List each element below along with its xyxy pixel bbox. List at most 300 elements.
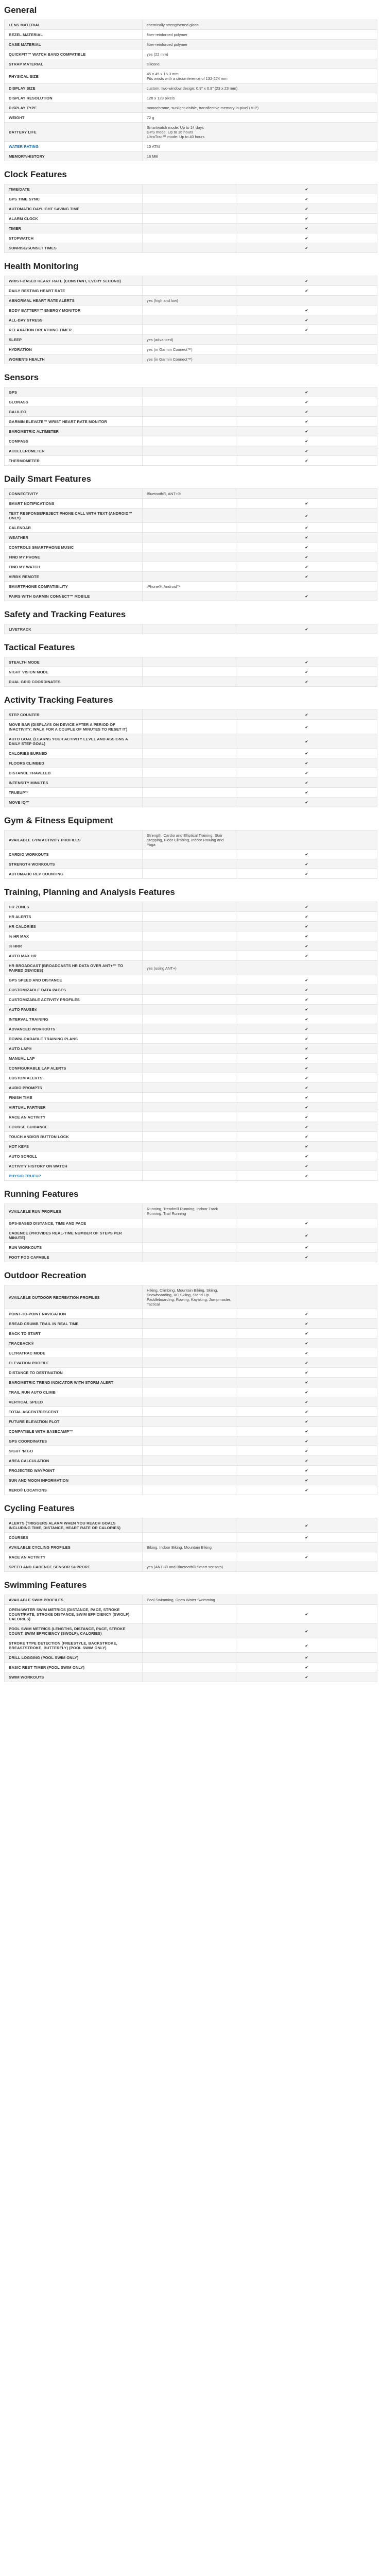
spec-value: yes (high and low) xyxy=(143,296,236,306)
spec-row xyxy=(5,40,377,49)
spec-label: HR CALORIES xyxy=(5,922,143,931)
spec-label: COURSES xyxy=(5,1533,143,1543)
checkmark-icon: ✔ xyxy=(236,407,377,417)
spec-row xyxy=(5,417,377,427)
checkmark-icon: ✔ xyxy=(236,788,377,798)
spec-label: SIGHT 'N GO xyxy=(5,1446,143,1456)
empty-cell xyxy=(143,1338,236,1348)
empty-cell xyxy=(143,446,236,456)
checkmark-icon: ✔ xyxy=(236,543,377,552)
spec-label: GLONASS xyxy=(5,397,143,407)
empty-cell xyxy=(143,184,236,194)
spec-label: AVAILABLE RUN PROFILES xyxy=(5,1204,143,1218)
checkmark-icon: ✔ xyxy=(236,677,377,687)
empty-cell xyxy=(143,1378,236,1387)
spec-row xyxy=(5,850,377,859)
checkmark-icon: ✔ xyxy=(236,985,377,995)
spec-value: Smartwatch mode: Up to 14 days GPS mode: Up to 16 hours UltraTrac™ mode: Up to 40 hours xyxy=(143,123,377,142)
spec-label: STROKE TYPE DETECTION (FREESTYLE, BACKSTROKE, BREASTSTROKE, BUTTERFLY) (POOL SWIM ONLY) xyxy=(5,1638,143,1653)
spec-label[interactable]: WATER RATING xyxy=(5,142,143,151)
spec-value: silicone xyxy=(143,59,377,69)
section-title: Running Features xyxy=(4,1189,79,1199)
empty-cell xyxy=(143,1368,236,1378)
spec-row xyxy=(5,975,377,985)
empty-cell xyxy=(143,1319,236,1329)
spec-label: BODY BATTERY™ ENERGY MONITOR xyxy=(5,306,143,315)
spec-row xyxy=(5,1348,377,1358)
empty-cell xyxy=(143,1161,236,1171)
empty-cell xyxy=(143,306,236,315)
spec-value: Biking, Indoor Biking, Mountain Biking xyxy=(143,1543,236,1552)
spec-label: OPEN-WATER SWIM METRICS (DISTANCE, PACE, STROKE COUNT/RATE, STROKE DISTANCE, SWIM EFFICIENCY (SWOLF), CALORIES) xyxy=(5,1605,143,1624)
spec-label: ELEVATION PROFILE xyxy=(5,1358,143,1368)
checkmark-icon: ✔ xyxy=(236,315,377,325)
spec-row xyxy=(5,734,377,749)
spec-row xyxy=(5,1397,377,1407)
checkmark-icon: ✔ xyxy=(236,1368,377,1378)
empty-cell xyxy=(143,456,236,466)
spec-row xyxy=(5,1338,377,1348)
spec-label: AUTO SCROLL xyxy=(5,1151,143,1161)
spec-label: AVAILABLE CYCLING PROFILES xyxy=(5,1543,143,1552)
checkmark-icon: ✔ xyxy=(236,214,377,224)
spec-label: GPS COORDINATES xyxy=(5,1436,143,1446)
spec-row xyxy=(5,1518,377,1533)
spec-value: fiber-reinforced polymer xyxy=(143,40,377,49)
spec-row xyxy=(5,1387,377,1397)
checkmark-icon: ✔ xyxy=(236,286,377,296)
spec-label: ADVANCED WORKOUTS xyxy=(5,1024,143,1034)
spec-label: AVAILABLE OUTDOOR RECREATION PROFILES xyxy=(5,1285,143,1309)
checkmark-icon: ✔ xyxy=(236,1624,377,1638)
empty-cell xyxy=(143,417,236,427)
spec-label: ULTRATRAC MODE xyxy=(5,1348,143,1358)
spec-value: Pool Swimming, Open Water Swimming xyxy=(143,1595,236,1605)
section-title: Gym & Fitness Equipment xyxy=(4,816,113,825)
spec-label: VIRB® REMOTE xyxy=(5,572,143,582)
spec-label: BEZEL MATERIAL xyxy=(5,30,143,40)
spec-label: POINT-TO-POINT NAVIGATION xyxy=(5,1309,143,1319)
checkmark-icon: ✔ xyxy=(236,1446,377,1456)
spec-row xyxy=(5,387,377,397)
checkmark-icon: ✔ xyxy=(236,1466,377,1476)
spec-label: PAIRS WITH GARMIN CONNECT™ MOBILE xyxy=(5,591,143,601)
empty-cell xyxy=(143,1093,236,1103)
spec-row xyxy=(5,1132,377,1142)
spec-label: CONFIGURABLE LAP ALERTS xyxy=(5,1063,143,1073)
checkmark-icon: ✔ xyxy=(236,1044,377,1054)
checkmark-icon: ✔ xyxy=(236,427,377,436)
spec-row xyxy=(5,788,377,798)
spec-label: TRAIL RUN AUTO CLIMB xyxy=(5,1387,143,1397)
spec-label: AVAILABLE SWIM PROFILES xyxy=(5,1595,143,1605)
spec-label: CALORIES BURNED xyxy=(5,749,143,758)
checkmark-icon: ✔ xyxy=(236,184,377,194)
checkmark-icon: ✔ xyxy=(236,224,377,233)
checkmark-icon: ✔ xyxy=(236,1672,377,1682)
checkmark-icon: ✔ xyxy=(236,1034,377,1044)
empty-cell xyxy=(143,1073,236,1083)
spec-row xyxy=(5,194,377,204)
checkmark-icon: ✔ xyxy=(236,1171,377,1181)
spec-label: DUAL GRID COORDINATES xyxy=(5,677,143,687)
empty-cell xyxy=(143,788,236,798)
section-training-planning-and-analysis-features xyxy=(4,885,377,1181)
spec-label: % HRR xyxy=(5,941,143,951)
spec-label: AUTOMATIC DAYLIGHT SAVING TIME xyxy=(5,204,143,214)
empty-cell xyxy=(143,975,236,985)
empty-cell xyxy=(143,1397,236,1407)
empty-cell xyxy=(143,1387,236,1397)
spec-row xyxy=(5,533,377,543)
spec-row xyxy=(5,1228,377,1243)
empty-cell xyxy=(143,1151,236,1161)
empty-cell xyxy=(143,276,236,286)
empty-cell xyxy=(143,1171,236,1181)
spec-label: BREAD CRUMB TRAIL IN REAL TIME xyxy=(5,1319,143,1329)
spec-row xyxy=(5,1638,377,1653)
checkmark-icon: ✔ xyxy=(236,397,377,407)
spec-row xyxy=(5,922,377,931)
empty-cell xyxy=(236,831,377,850)
empty-cell xyxy=(143,710,236,720)
spec-label: BATTERY LIFE xyxy=(5,123,143,142)
spec-label: HR ALERTS xyxy=(5,912,143,922)
spec-value: yes (using ANT+) xyxy=(143,961,236,975)
spec-value: 128 x 128 pixels xyxy=(143,93,377,103)
spec-label: FIND MY PHONE xyxy=(5,552,143,562)
empty-cell xyxy=(143,677,236,687)
spec-label: CASE MATERIAL xyxy=(5,40,143,49)
spec-label: GALILEO xyxy=(5,407,143,417)
spec-row xyxy=(5,1122,377,1132)
empty-cell xyxy=(143,533,236,543)
empty-cell xyxy=(143,436,236,446)
spec-row xyxy=(5,831,377,850)
empty-cell xyxy=(143,562,236,572)
spec-table xyxy=(4,624,377,634)
empty-cell xyxy=(143,1044,236,1054)
spec-label: FINISH TIME xyxy=(5,1093,143,1103)
spec-label: MEMORY/HISTORY xyxy=(5,151,143,161)
spec-row xyxy=(5,985,377,995)
spec-label: NIGHT VISION MODE xyxy=(5,667,143,677)
spec-label: STEALTH MODE xyxy=(5,657,143,667)
section-title: Training, Planning and Analysis Features xyxy=(4,887,175,897)
spec-label: PROJECTED WAYPOINT xyxy=(5,1466,143,1476)
spec-label: SUN AND MOON INFORMATION xyxy=(5,1476,143,1485)
spec-row xyxy=(5,345,377,354)
spec-label: PHYSICAL SIZE xyxy=(5,69,143,83)
spec-row xyxy=(5,1083,377,1093)
spec-label: CUSTOMIZABLE ACTIVITY PROFILES xyxy=(5,995,143,1005)
spec-label: AUTO PAUSE® xyxy=(5,1005,143,1014)
spec-row xyxy=(5,1417,377,1427)
checkmark-icon: ✔ xyxy=(236,941,377,951)
section-sensors xyxy=(4,370,377,466)
spec-row xyxy=(5,1103,377,1112)
checkmark-icon: ✔ xyxy=(236,624,377,634)
spec-label: STEP COUNTER xyxy=(5,710,143,720)
empty-cell xyxy=(143,523,236,533)
spec-row xyxy=(5,1624,377,1638)
spec-label: MANUAL LAP xyxy=(5,1054,143,1063)
spec-value: chemically strengthened glass xyxy=(143,20,377,30)
empty-cell xyxy=(143,1476,236,1485)
spec-row xyxy=(5,456,377,466)
checkmark-icon: ✔ xyxy=(236,1552,377,1562)
section-general xyxy=(4,3,377,161)
spec-row xyxy=(5,768,377,778)
checkmark-icon: ✔ xyxy=(236,995,377,1005)
spec-label: HYDRATION xyxy=(5,345,143,354)
checkmark-icon: ✔ xyxy=(236,1518,377,1533)
spec-label: ABNORMAL HEART RATE ALERTS xyxy=(5,296,143,306)
spec-row xyxy=(5,1093,377,1103)
section-title: Cycling Features xyxy=(4,1503,75,1513)
checkmark-icon: ✔ xyxy=(236,1605,377,1624)
spec-row xyxy=(5,710,377,720)
spec-row xyxy=(5,1672,377,1682)
spec-row xyxy=(5,224,377,233)
spec-table xyxy=(4,184,377,253)
spec-label[interactable]: PHYSIO TRUEUP xyxy=(5,1171,143,1181)
spec-row xyxy=(5,276,377,286)
checkmark-icon: ✔ xyxy=(236,1427,377,1436)
spec-label: RUN WORKOUTS xyxy=(5,1243,143,1252)
empty-cell xyxy=(143,1485,236,1495)
spec-row xyxy=(5,59,377,69)
empty-cell xyxy=(143,1063,236,1073)
spec-label: AREA CALCULATION xyxy=(5,1456,143,1466)
empty-cell xyxy=(143,1218,236,1228)
spec-label: GPS xyxy=(5,387,143,397)
empty-cell xyxy=(143,931,236,941)
spec-label: HOT KEYS xyxy=(5,1142,143,1151)
checkmark-icon: ✔ xyxy=(236,1338,377,1348)
checkmark-icon: ✔ xyxy=(236,931,377,941)
spec-row xyxy=(5,1171,377,1181)
spec-row xyxy=(5,1476,377,1485)
spec-row xyxy=(5,1054,377,1063)
spec-label: AUTO MAX HR xyxy=(5,951,143,961)
empty-cell xyxy=(143,951,236,961)
empty-cell xyxy=(143,1605,236,1624)
spec-row xyxy=(5,1309,377,1319)
empty-cell xyxy=(143,427,236,436)
spec-table xyxy=(4,276,377,364)
spec-label: GARMIN ELEVATE™ WRIST HEART RATE MONITOR xyxy=(5,417,143,427)
empty-cell xyxy=(143,667,236,677)
spec-value: yes (in Garmin Connect™) xyxy=(143,345,236,354)
empty-cell xyxy=(143,922,236,931)
spec-label: INTENSITY MINUTES xyxy=(5,778,143,788)
spec-label: RACE AN ACTIVITY xyxy=(5,1112,143,1122)
checkmark-icon: ✔ xyxy=(236,204,377,214)
checkmark-icon: ✔ xyxy=(236,1243,377,1252)
empty-cell xyxy=(143,1243,236,1252)
spec-row xyxy=(5,1446,377,1456)
empty-cell xyxy=(143,509,236,523)
empty-cell xyxy=(143,1309,236,1319)
spec-label: AUDIO PROMPTS xyxy=(5,1083,143,1093)
checkmark-icon: ✔ xyxy=(236,850,377,859)
checkmark-icon: ✔ xyxy=(236,912,377,922)
spec-row xyxy=(5,1485,377,1495)
empty-cell xyxy=(143,387,236,397)
spec-value: 16 MB xyxy=(143,151,377,161)
checkmark-icon: ✔ xyxy=(236,657,377,667)
checkmark-icon: ✔ xyxy=(236,523,377,533)
spec-label: HR BROADCAST (BROADCASTS HR DATA OVER ANT+™ TO PAIRED DEVICES) xyxy=(5,961,143,975)
spec-row xyxy=(5,758,377,768)
spec-row xyxy=(5,1562,377,1572)
spec-row xyxy=(5,720,377,734)
checkmark-icon: ✔ xyxy=(236,562,377,572)
spec-row xyxy=(5,1073,377,1083)
checkmark-icon: ✔ xyxy=(236,387,377,397)
spec-row xyxy=(5,961,377,975)
empty-cell xyxy=(143,1122,236,1132)
checkmark-icon: ✔ xyxy=(236,1319,377,1329)
empty-cell xyxy=(143,1456,236,1466)
spec-label: CONTROLS SMARTPHONE MUSIC xyxy=(5,543,143,552)
spec-label: ACTIVITY HISTORY ON WATCH xyxy=(5,1161,143,1171)
empty-cell xyxy=(143,214,236,224)
checkmark-icon: ✔ xyxy=(236,1005,377,1014)
empty-cell xyxy=(143,1436,236,1446)
spec-label: AUTO GOAL (LEARNS YOUR ACTIVITY LEVEL AND ASSIGNS A DAILY STEP GOAL) xyxy=(5,734,143,749)
spec-label: XERO® LOCATIONS xyxy=(5,1485,143,1495)
spec-label: WRIST-BASED HEART RATE (CONSTANT, EVERY SECOND) xyxy=(5,276,143,286)
checkmark-icon: ✔ xyxy=(236,1083,377,1093)
checkmark-icon: ✔ xyxy=(236,1161,377,1171)
empty-cell xyxy=(143,749,236,758)
spec-row xyxy=(5,749,377,758)
spec-table xyxy=(4,830,377,879)
spec-label: TRACBACK® xyxy=(5,1338,143,1348)
checkmark-icon: ✔ xyxy=(236,436,377,446)
empty-cell xyxy=(143,204,236,214)
spec-label: MOVE IQ™ xyxy=(5,798,143,807)
checkmark-icon: ✔ xyxy=(236,1151,377,1161)
checkmark-icon: ✔ xyxy=(236,1348,377,1358)
empty-cell xyxy=(143,552,236,562)
checkmark-icon: ✔ xyxy=(236,734,377,749)
spec-table xyxy=(4,488,377,601)
spec-row xyxy=(5,306,377,315)
empty-cell xyxy=(143,1083,236,1093)
spec-label: BAROMETRIC ALTIMETER xyxy=(5,427,143,436)
spec-label: SWIM WORKOUTS xyxy=(5,1672,143,1682)
section-title: Swimming Features xyxy=(4,1580,87,1590)
section-outdoor-recreation xyxy=(4,1268,377,1495)
checkmark-icon: ✔ xyxy=(236,194,377,204)
checkmark-icon: ✔ xyxy=(236,1112,377,1122)
spec-row xyxy=(5,1605,377,1624)
empty-cell xyxy=(143,543,236,552)
empty-cell xyxy=(143,1417,236,1427)
empty-cell xyxy=(236,1204,377,1218)
spec-row xyxy=(5,315,377,325)
spec-row xyxy=(5,1161,377,1171)
spec-label: SMARTPHONE COMPATIBILITY xyxy=(5,582,143,591)
spec-row xyxy=(5,1456,377,1466)
spec-table xyxy=(4,902,377,1181)
spec-row xyxy=(5,49,377,59)
section-safety-and-tracking-features xyxy=(4,607,377,634)
spec-label: BASIC REST TIMER (POOL SWIM ONLY) xyxy=(5,1663,143,1672)
checkmark-icon: ✔ xyxy=(236,572,377,582)
spec-row xyxy=(5,591,377,601)
spec-row xyxy=(5,552,377,562)
checkmark-icon: ✔ xyxy=(236,758,377,768)
spec-row xyxy=(5,1436,377,1446)
spec-label: SLEEP xyxy=(5,335,143,345)
spec-label: TOUCH AND/OR BUTTON LOCK xyxy=(5,1132,143,1142)
section-activity-tracking-features xyxy=(4,693,377,807)
section-clock-features xyxy=(4,167,377,253)
checkmark-icon: ✔ xyxy=(236,276,377,286)
spec-row xyxy=(5,30,377,40)
empty-cell xyxy=(143,1466,236,1476)
empty-cell xyxy=(143,1624,236,1638)
spec-row xyxy=(5,113,377,123)
spec-row xyxy=(5,677,377,687)
spec-label: AUTO LAP® xyxy=(5,1044,143,1054)
spec-label: COMPATIBLE WITH BASECAMP™ xyxy=(5,1427,143,1436)
checkmark-icon: ✔ xyxy=(236,243,377,253)
spec-value: 45 x 45 x 15.3 mm Fits wrists with a circumference of 132-224 mm xyxy=(143,69,377,83)
empty-cell xyxy=(143,591,236,601)
checkmark-icon: ✔ xyxy=(236,233,377,243)
spec-value: Hiking, Climbing, Mountain Biking, Skiing, Snowboarding, XC Skiing, Stand Up Paddleboarding, Rowing, Kayaking, Jumpmaster, Tactical xyxy=(143,1285,236,1309)
spec-row xyxy=(5,1142,377,1151)
spec-label: TIMER xyxy=(5,224,143,233)
empty-cell xyxy=(143,233,236,243)
empty-cell xyxy=(143,1132,236,1142)
checkmark-icon: ✔ xyxy=(236,1407,377,1417)
checkmark-icon: ✔ xyxy=(236,1417,377,1427)
spec-label: FUTURE ELEVATION PLOT xyxy=(5,1417,143,1427)
checkmark-icon: ✔ xyxy=(236,456,377,466)
checkmark-icon: ✔ xyxy=(236,499,377,509)
spec-row xyxy=(5,1034,377,1044)
section-title: General xyxy=(4,5,37,15)
spec-label: GPS-BASED DISTANCE, TIME AND PACE xyxy=(5,1218,143,1228)
empty-cell xyxy=(143,941,236,951)
checkmark-icon: ✔ xyxy=(236,1142,377,1151)
spec-label: TIME/DATE xyxy=(5,184,143,194)
spec-row xyxy=(5,214,377,224)
empty-cell xyxy=(236,354,377,364)
empty-cell xyxy=(143,778,236,788)
spec-row xyxy=(5,1024,377,1034)
spec-row xyxy=(5,509,377,523)
empty-cell xyxy=(143,1348,236,1358)
spec-row xyxy=(5,1368,377,1378)
spec-label: SMART NOTIFICATIONS xyxy=(5,499,143,509)
checkmark-icon: ✔ xyxy=(236,768,377,778)
checkmark-icon: ✔ xyxy=(236,1132,377,1142)
empty-cell xyxy=(143,869,236,879)
checkmark-icon: ✔ xyxy=(236,1309,377,1319)
spec-value: iPhone®, Android™ xyxy=(143,582,236,591)
spec-row xyxy=(5,142,377,151)
spec-row xyxy=(5,869,377,879)
section-title: Tactical Features xyxy=(4,642,75,652)
checkmark-icon: ✔ xyxy=(236,1014,377,1024)
